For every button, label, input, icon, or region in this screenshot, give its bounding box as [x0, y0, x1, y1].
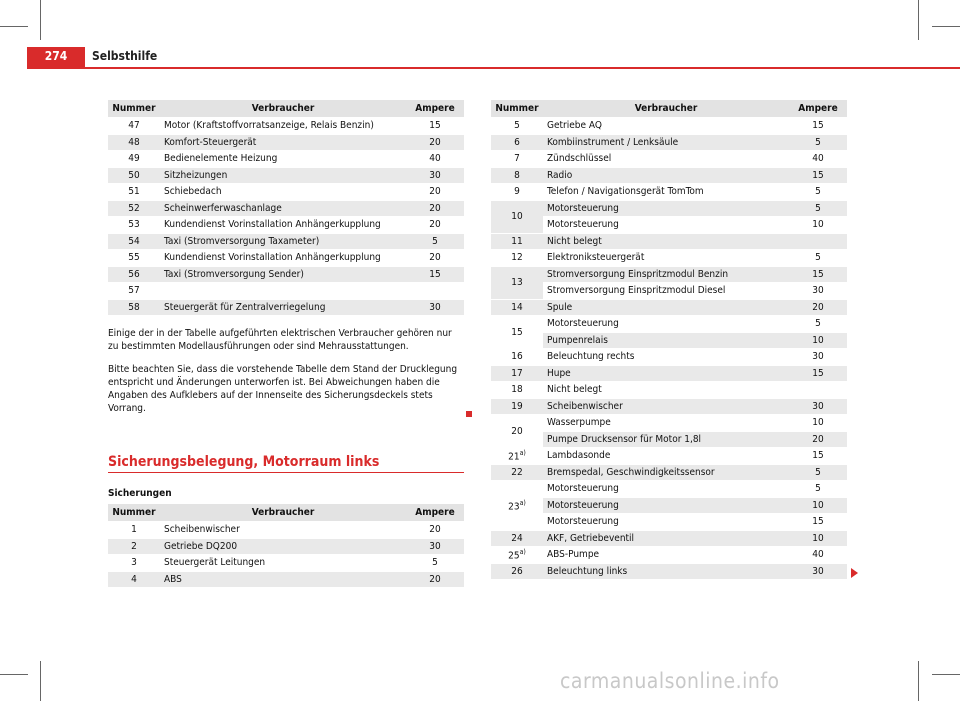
consumer-name: Motorsteuerung	[543, 200, 789, 217]
consumer-name: Getriebe AQ	[543, 118, 789, 135]
consumer-name: Lambdasonde	[543, 448, 789, 465]
table-row	[491, 167, 847, 184]
fuse-number: 4	[108, 571, 160, 587]
fuse-number: 52	[108, 200, 160, 217]
fuse-number	[491, 250, 543, 267]
consumer-name: Scheibenwischer	[543, 398, 789, 415]
consumer-name: Schiebedach	[160, 184, 406, 201]
fuse-number-text: 6	[514, 136, 520, 148]
fuse-number: 53	[108, 217, 160, 234]
consumer-name: Motorsteuerung	[543, 514, 789, 531]
fuse-number: 51	[108, 184, 160, 201]
section-rule	[108, 472, 464, 473]
fuse-number	[491, 233, 543, 250]
table-row	[108, 134, 464, 151]
table-row	[491, 217, 847, 234]
crop-mark	[40, 661, 41, 701]
fuse-number: 47	[108, 118, 160, 135]
consumer-name: Komfort-Steuergerät	[160, 134, 406, 151]
ampere-value: 30	[789, 563, 847, 579]
crop-mark	[932, 674, 960, 675]
ampere-value: 20	[789, 299, 847, 316]
fuse-number	[491, 415, 543, 448]
fuse-number	[491, 481, 543, 531]
table-row	[108, 250, 464, 267]
consumer-name: Nicht belegt	[543, 233, 789, 250]
consumer-name: Pumpenrelais	[543, 332, 789, 349]
table-row	[108, 522, 464, 539]
fuse-number	[491, 151, 543, 168]
table-row	[108, 151, 464, 168]
fuse-number: 54	[108, 233, 160, 250]
consumer-name: Motor (Kraftstoffvorratsanzeige, Relais Benzin)	[160, 118, 406, 135]
consumer-name: Taxi (Stromversorgung Taxameter)	[160, 233, 406, 250]
column-header-number: Nummer	[108, 100, 160, 118]
table-row	[108, 266, 464, 283]
table-row	[491, 448, 847, 465]
table-row	[108, 555, 464, 572]
header-rule	[27, 67, 960, 69]
consumer-name: Zündschlüssel	[543, 151, 789, 168]
end-of-section-marker	[466, 411, 472, 417]
consumer-name: Sitzheizungen	[160, 167, 406, 184]
fuse-number-text: 9	[514, 186, 520, 198]
table-row	[491, 431, 847, 448]
fuse-number	[491, 382, 543, 399]
fuse-number: 3	[108, 555, 160, 572]
consumer-name: Hupe	[543, 365, 789, 382]
ampere-value: 5	[789, 250, 847, 267]
table-row	[108, 184, 464, 201]
table-row	[491, 382, 847, 399]
ampere-value: 30	[789, 349, 847, 366]
table-row	[108, 571, 464, 587]
table-row	[491, 316, 847, 333]
consumer-name: Spule	[543, 299, 789, 316]
table-row	[491, 118, 847, 135]
fuse-number-text: 8	[514, 169, 520, 181]
consumer-name: Scheinwerferwaschanlage	[160, 200, 406, 217]
crop-mark	[918, 0, 919, 40]
ampere-value: 40	[406, 151, 464, 168]
watermark: carmanualsonline.info	[560, 669, 780, 693]
footnote-marker: a)	[519, 548, 526, 557]
fuse-number: 48	[108, 134, 160, 151]
subheading: Sicherungen	[108, 488, 172, 499]
ampere-value: 40	[789, 151, 847, 168]
fuse-number: 2	[108, 538, 160, 555]
consumer-name: Motorsteuerung	[543, 316, 789, 333]
consumer-name	[160, 283, 406, 300]
consumer-name: Beleuchtung links	[543, 563, 789, 579]
ampere-value: 5	[789, 184, 847, 201]
fuse-number-text: 18	[511, 384, 523, 396]
ampere-value: 10	[789, 530, 847, 547]
fuse-number	[491, 464, 543, 481]
ampere-value: 40	[789, 547, 847, 564]
fuse-number	[491, 398, 543, 415]
column-header-consumer: Verbraucher	[543, 100, 789, 118]
fuse-number-text: 19	[511, 400, 523, 412]
fuse-number	[491, 563, 543, 579]
ampere-value: 15	[789, 514, 847, 531]
column-header-number: Nummer	[108, 504, 160, 522]
table-row	[491, 233, 847, 250]
column-header-consumer: Verbraucher	[160, 100, 406, 118]
fuse-number	[491, 299, 543, 316]
ampere-value: 5	[789, 481, 847, 498]
page-number: 274	[44, 49, 68, 63]
fuse-number	[491, 184, 543, 201]
footnote-marker: a)	[519, 498, 526, 507]
table-row	[491, 332, 847, 349]
fuse-number-text: 10	[511, 211, 523, 222]
consumer-name: Motorsteuerung	[543, 217, 789, 234]
fuse-number-text: 22	[511, 466, 523, 478]
table-row	[491, 250, 847, 267]
fuse-number	[491, 134, 543, 151]
table-row	[491, 349, 847, 366]
column-header-ampere: Ampere	[406, 504, 464, 522]
consumer-name: Nicht belegt	[543, 382, 789, 399]
footnote-marker: a)	[519, 449, 526, 458]
fuse-number-text: 21	[508, 451, 520, 463]
ampere-value: 10	[789, 497, 847, 514]
ampere-value: 20	[406, 522, 464, 539]
ampere-value: 20	[789, 431, 847, 448]
table-row	[108, 217, 464, 234]
consumer-name: Scheibenwischer	[160, 522, 406, 539]
fuse-number-text: 11	[511, 235, 523, 247]
ampere-value: 5	[789, 200, 847, 217]
consumer-name: Wasserpumpe	[543, 415, 789, 432]
ampere-value	[406, 283, 464, 300]
fuse-table-lower-left	[108, 504, 464, 587]
table-row	[108, 118, 464, 135]
fuse-number-text: 17	[511, 367, 523, 379]
ampere-value	[789, 233, 847, 250]
crop-mark	[918, 661, 919, 701]
table-row	[491, 514, 847, 531]
fuse-number: 56	[108, 266, 160, 283]
ampere-value: 30	[406, 167, 464, 184]
ampere-value: 10	[789, 415, 847, 432]
fuse-number-text: 26	[511, 565, 523, 577]
fuse-number	[491, 349, 543, 366]
fuse-number	[491, 530, 543, 547]
ampere-value: 10	[789, 332, 847, 349]
table-row	[491, 184, 847, 201]
table-row	[491, 464, 847, 481]
consumer-name: Beleuchtung rechts	[543, 349, 789, 366]
table-row	[491, 497, 847, 514]
consumer-name: Elektroniksteuergerät	[543, 250, 789, 267]
ampere-value: 20	[406, 217, 464, 234]
fuse-table-upper-left	[108, 100, 464, 315]
column-header-number: Nummer	[491, 100, 543, 118]
fuse-number-text: 16	[511, 351, 523, 363]
consumer-name: Kundendienst Vorinstallation Anhängerkupplung	[160, 250, 406, 267]
consumer-name: AKF, Getriebeventil	[543, 530, 789, 547]
column-header-ampere: Ampere	[789, 100, 847, 118]
crop-mark	[932, 26, 960, 27]
column-header-ampere: Ampere	[406, 100, 464, 118]
fuse-number: 49	[108, 151, 160, 168]
ampere-value: 20	[406, 571, 464, 587]
ampere-value: 30	[789, 398, 847, 415]
consumer-name: Motorsteuerung	[543, 497, 789, 514]
ampere-value: 15	[406, 118, 464, 135]
fuse-number	[491, 118, 543, 135]
fuse-number-text: 23	[508, 500, 520, 512]
table-row	[108, 233, 464, 250]
consumer-name: Stromversorgung Einspritzmodul Benzin	[543, 266, 789, 283]
section-title: Sicherungsbelegung, Motorraum links	[108, 454, 380, 470]
consumer-name: Stromversorgung Einspritzmodul Diesel	[543, 283, 789, 300]
table-row	[491, 134, 847, 151]
ampere-value: 20	[406, 250, 464, 267]
ampere-value	[789, 382, 847, 399]
fuse-number	[491, 365, 543, 382]
fuse-number: 58	[108, 299, 160, 315]
ampere-value: 20	[406, 200, 464, 217]
fuse-number	[491, 316, 543, 349]
table-row	[108, 200, 464, 217]
table-row	[491, 530, 847, 547]
table-row	[491, 563, 847, 579]
table-row	[491, 266, 847, 283]
ampere-value: 30	[406, 299, 464, 315]
ampere-value: 15	[789, 118, 847, 135]
ampere-value: 10	[789, 217, 847, 234]
fuse-number-text: 25	[508, 550, 520, 562]
fuse-number-text: 5	[514, 120, 520, 132]
fuse-number-text: 15	[511, 326, 523, 338]
fuse-number: 55	[108, 250, 160, 267]
ampere-value: 5	[789, 134, 847, 151]
consumer-name: Steuergerät Leitungen	[160, 555, 406, 572]
fuse-number: 1	[108, 522, 160, 539]
fuse-number	[491, 266, 543, 299]
crop-mark	[0, 26, 28, 27]
table-row	[108, 283, 464, 300]
paragraph-disclaimer: Bitte beachten Sie, dass die vorstehende Tabelle dem Stand der Drucklegung entspricht und Änderungen unterworfen ist. Bei Abweichungen haben die Angaben des Aufklebers auf der Innenseite des Sicherungsdeckels stets Vorrang.	[108, 364, 458, 414]
table-row	[491, 415, 847, 432]
fuse-number-text: 20	[511, 425, 523, 437]
page-title: Selbsthilfe	[92, 49, 158, 63]
consumer-name: ABS-Pumpe	[543, 547, 789, 564]
continue-arrow-icon	[851, 568, 858, 578]
consumer-name: Kombiinstrument / Lenksäule	[543, 134, 789, 151]
ampere-value: 15	[406, 266, 464, 283]
crop-mark	[40, 0, 41, 40]
fuse-number: 57	[108, 283, 160, 300]
table-row	[108, 299, 464, 315]
consumer-name: Radio	[543, 167, 789, 184]
ampere-value: 15	[789, 365, 847, 382]
fuse-number: 50	[108, 167, 160, 184]
fuse-number-text: 12	[511, 252, 523, 264]
table-row	[491, 365, 847, 382]
table-row	[491, 547, 847, 564]
consumer-name: Bremspedal, Geschwindigkeitssensor	[543, 464, 789, 481]
fuse-number	[491, 547, 543, 564]
ampere-value: 30	[406, 538, 464, 555]
consumer-name: Kundendienst Vorinstallation Anhängerkupplung	[160, 217, 406, 234]
consumer-name: Taxi (Stromversorgung Sender)	[160, 266, 406, 283]
consumer-name: Steuergerät für Zentralverriegelung	[160, 299, 406, 315]
consumer-name: ABS	[160, 571, 406, 587]
table-row	[491, 299, 847, 316]
fuse-number-text: 7	[514, 153, 520, 165]
ampere-value: 30	[789, 283, 847, 300]
ampere-value: 15	[789, 167, 847, 184]
consumer-name: Bedienelemente Heizung	[160, 151, 406, 168]
table-row	[108, 167, 464, 184]
ampere-value: 15	[789, 266, 847, 283]
consumer-name: Getriebe DQ200	[160, 538, 406, 555]
fuse-table-right	[491, 100, 847, 579]
table-row	[108, 538, 464, 555]
fuse-number-text: 13	[511, 277, 523, 288]
page-number-box	[27, 47, 85, 67]
fuse-number	[491, 167, 543, 184]
ampere-value: 20	[406, 134, 464, 151]
ampere-value: 5	[406, 233, 464, 250]
paragraph-note: Einige der in der Tabelle aufgeführten elektrischen Verbraucher gehören nur zu bestimmten Modellausführungen oder sind Mehrausstattungen.	[108, 328, 452, 352]
consumer-name: Motorsteuerung	[543, 481, 789, 498]
consumer-name: Telefon / Navigationsgerät TomTom	[543, 184, 789, 201]
fuse-number	[491, 448, 543, 465]
crop-mark	[0, 674, 28, 675]
ampere-value: 5	[789, 464, 847, 481]
ampere-value: 5	[789, 316, 847, 333]
fuse-number	[491, 200, 543, 233]
ampere-value: 5	[406, 555, 464, 572]
ampere-value: 20	[406, 184, 464, 201]
table-row	[491, 481, 847, 498]
ampere-value: 15	[789, 448, 847, 465]
consumer-name: Pumpe Drucksensor für Motor 1,8l	[543, 431, 789, 448]
fuse-number-text: 24	[511, 532, 523, 544]
fuse-number-text: 14	[511, 301, 523, 313]
table-row	[491, 398, 847, 415]
table-row	[491, 283, 847, 300]
column-header-consumer: Verbraucher	[160, 504, 406, 522]
table-row	[491, 151, 847, 168]
table-row	[491, 200, 847, 217]
